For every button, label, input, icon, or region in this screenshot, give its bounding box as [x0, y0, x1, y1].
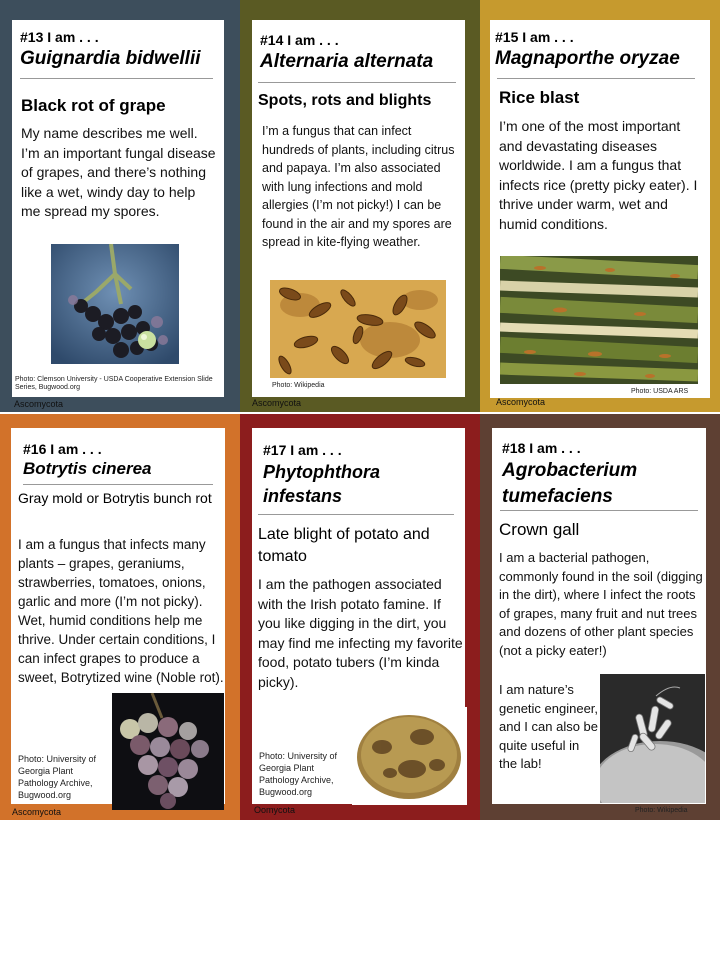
card-13-photo-credit: Photo: Clemson University - USDA Cooperative Extension Slide Series, Bugwood.org — [15, 376, 213, 392]
card-18-organism-name: Agrobacterium tumefaciens — [502, 460, 638, 507]
card-16-organism-name: Botrytis cinerea — [23, 459, 152, 478]
card-13-divider — [20, 78, 213, 79]
card-13-phylum: Ascomycota — [14, 399, 64, 409]
card-16-description: I am a fungus that infects many plants – grapes, geraniums, strawberries, tomatoes, onions, garlic and more (I’m not picky). Wet, humid conditions help me thrive. Under certain conditions, I can infect grapes to produce a sweet, Botrytized wine (Noble rot). — [18, 537, 224, 685]
card-18 — [480, 414, 720, 820]
card-18-description-genetic-engineer: I am nature’s genetic engineer, and I can also be quite useful in the lab! — [499, 682, 599, 771]
card-13-photo-grape-black-rot — [51, 244, 179, 364]
card-15-divider — [497, 78, 695, 79]
card-18-header: #18 I am . . . — [502, 440, 581, 456]
card-13-disease: Black rot of grape — [21, 96, 166, 115]
card-13 — [0, 0, 240, 412]
card-17-description: I am the pathogen associated with the Irish potato famine. If you like digging in the dirt, you may find me infecting my favorite food, potato tubers (I’m kinda picky). — [258, 576, 463, 690]
card-15-description: I’m one of the most important and devastating diseases worldwide. I am a fungus that infects rice (pretty picky eater). I thrive under warm, wet and humid conditions. — [499, 118, 698, 232]
card-17-disease: Late blight of potato and tomato — [258, 526, 430, 565]
card-15-phylum: Ascomycota — [496, 397, 546, 407]
card-17-phylum: Oomycota — [254, 805, 296, 815]
card-15-organism-name: Magnaporthe oryzae — [495, 48, 680, 69]
card-17-header: #17 I am . . . — [263, 442, 342, 458]
card-15-photo-credit: Photo: USDA ARS — [631, 388, 689, 395]
card-13-description: My name describes me well. I’m an important fungal disease of grapes, and there’s nothing like a wet, windy day to help me spread my spores. — [21, 125, 216, 219]
card-15-disease: Rice blast — [499, 88, 580, 107]
card-14-photo-credit: Photo: Wikipedia — [272, 382, 325, 389]
card-16-photo-botrytis-grapes — [112, 693, 224, 810]
card-14-organism-name: Alternaria alternata — [260, 51, 434, 72]
card-14-photo-alternaria-spores — [270, 280, 446, 378]
card-16-divider — [23, 484, 213, 485]
card-16 — [0, 414, 240, 820]
card-16-disease: Gray mold or Botrytis bunch rot — [18, 490, 212, 506]
card-15-header: #15 I am . . . — [495, 29, 574, 45]
card-17-organism-name: Phytophthora infestans — [263, 462, 380, 506]
card-15 — [480, 0, 720, 412]
card-13-organism-name: Guignardia bidwellii — [20, 48, 201, 69]
card-14-disease: Spots, rots and blights — [258, 92, 432, 109]
card-14-header: #14 I am . . . — [260, 32, 339, 48]
card-18-description: I am a bacterial pathogen, commonly found in the soil (digging in the dirt), where I infect the roots of grapes, many fruit and nut trees and dozens of other plant species (not a picky eater!) — [499, 550, 703, 658]
card-15-photo-rice-blast-leaves — [500, 256, 698, 384]
card-17-photo-blighted-potato — [352, 707, 467, 805]
card-18-photo-agrobacterium-micrograph — [600, 674, 705, 803]
card-14 — [240, 0, 480, 412]
card-18-disease: Crown gall — [499, 520, 580, 539]
card-16-photo-credit: Photo: University of Georgia Plant Pathology Archive, Bugwood.org — [18, 754, 97, 800]
card-17-divider — [258, 514, 454, 515]
card-16-phylum: Ascomycota — [12, 807, 62, 817]
card-17 — [240, 414, 480, 820]
card-14-phylum: Ascomycota — [252, 398, 302, 408]
card-14-divider — [258, 82, 456, 83]
card-17-photo-credit: Photo: University of Georgia Plant Pathology Archive, Bugwood.org — [259, 751, 338, 797]
card-16-header: #16 I am . . . — [23, 441, 102, 457]
card-18-photo-credit: Photo: Wikipedia — [635, 807, 688, 814]
card-13-header: #13 I am . . . — [20, 29, 99, 45]
card-18-divider — [500, 510, 698, 511]
card-14-description: I’m a fungus that can infect hundreds of plants, including citrus and papaya. I’m also associated with lung infections and mold allergies (I’m not picky!) I can be found in the air and my spores are spread in kite-flying weather. — [262, 124, 455, 249]
